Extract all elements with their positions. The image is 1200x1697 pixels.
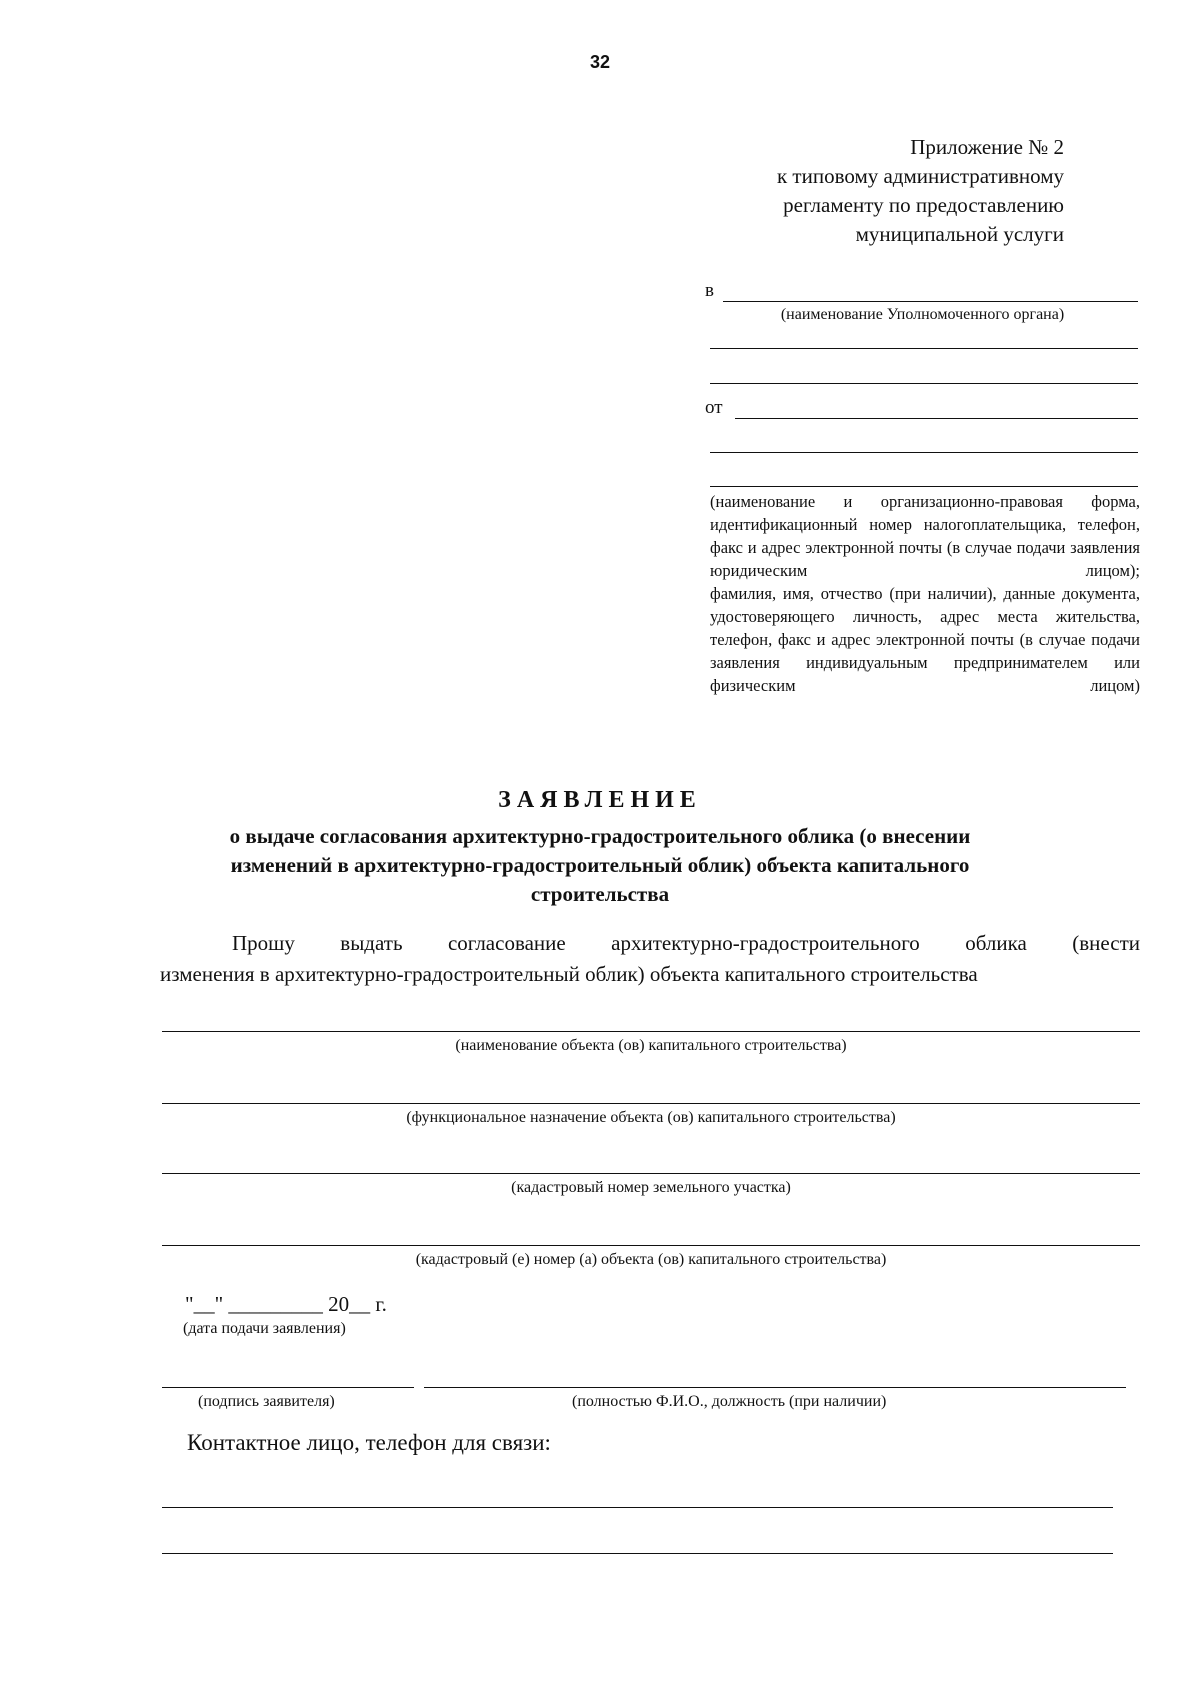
to-authority-field[interactable] <box>723 301 1138 302</box>
from-applicant-field[interactable] <box>735 418 1138 419</box>
object-purpose-field[interactable] <box>162 1103 1140 1104</box>
object-cadastral-field[interactable] <box>162 1245 1140 1246</box>
appendix-line: регламенту по предоставлению <box>783 193 1064 217</box>
applicant-details-hint <box>710 490 1140 697</box>
signature-hint: (подпись заявителя) <box>198 1393 335 1410</box>
submission-date-field[interactable]: "__" _________ 20__ г. <box>185 1292 387 1316</box>
to-label: в <box>705 280 714 301</box>
request-line: Прошу выдать согласование архитектурно-градостроительного облика (внести <box>232 931 1140 955</box>
document-title: ЗАЯВЛЕНИЕ <box>498 787 702 813</box>
object-purpose-hint: (функциональное назначение объекта (ов) капитального строительства) <box>406 1109 896 1126</box>
request-line: изменения в архитектурно-градостроительный облик) объекта капитального строительства <box>160 962 978 986</box>
submission-date-hint: (дата подачи заявления) <box>183 1320 346 1337</box>
subtitle-line: изменений в архитектурно-градостроительный облик) объекта капитального <box>230 853 970 877</box>
to-authority-field-line2[interactable] <box>710 348 1138 349</box>
individual-hint: фамилия, имя, отчество (при наличии), данные документа, удостоверяющего личность, адрес места жительства, телефон, факс и адрес электронной почты (в случае подачи заявления индивидуальным предпринимателем или физическим лицом) <box>710 584 1140 695</box>
contact-field-line2[interactable] <box>162 1553 1113 1554</box>
object-name-field[interactable] <box>162 1031 1140 1032</box>
subtitle-line: о выдаче согласования архитектурно-градостроительного облика (о внесении <box>229 824 971 848</box>
contact-field-line1[interactable] <box>162 1507 1113 1508</box>
subtitle-line: строительства <box>530 882 670 906</box>
from-applicant-field-line3[interactable] <box>710 486 1138 487</box>
signature-field[interactable] <box>162 1387 414 1388</box>
full-name-hint: (полностью Ф.И.О., должность (при наличии) <box>572 1393 887 1410</box>
page-number: 32 <box>589 52 611 72</box>
from-label: от <box>705 397 723 418</box>
to-authority-hint: (наименование Уполномоченного органа) <box>780 306 1065 323</box>
full-name-field[interactable] <box>424 1387 1126 1388</box>
contact-label: Контактное лицо, телефон для связи: <box>187 1430 551 1455</box>
to-authority-field-line3[interactable] <box>710 383 1138 384</box>
appendix-line: к типовому административному <box>776 164 1064 188</box>
appendix-line: муниципальной услуги <box>855 222 1064 246</box>
appendix-block <box>624 133 1064 249</box>
object-cadastral-hint: (кадастровый (е) номер (а) объекта (ов) капитального строительства) <box>415 1251 887 1268</box>
land-cadastral-field[interactable] <box>162 1173 1140 1174</box>
appendix-line: Приложение № 2 <box>910 135 1064 159</box>
object-name-hint: (наименование объекта (ов) капитального строительства) <box>455 1037 847 1054</box>
from-applicant-field-line2[interactable] <box>710 452 1138 453</box>
land-cadastral-hint: (кадастровый номер земельного участка) <box>511 1179 791 1196</box>
request-paragraph <box>160 928 1140 990</box>
legal-entity-hint: (наименование и организационно-правовая форма, идентификационный номер налогоплательщика, телефон, факс и адрес электронной почты (в случае подачи заявления юридическим лицом); <box>710 492 1140 580</box>
document-subtitle <box>180 822 1020 909</box>
